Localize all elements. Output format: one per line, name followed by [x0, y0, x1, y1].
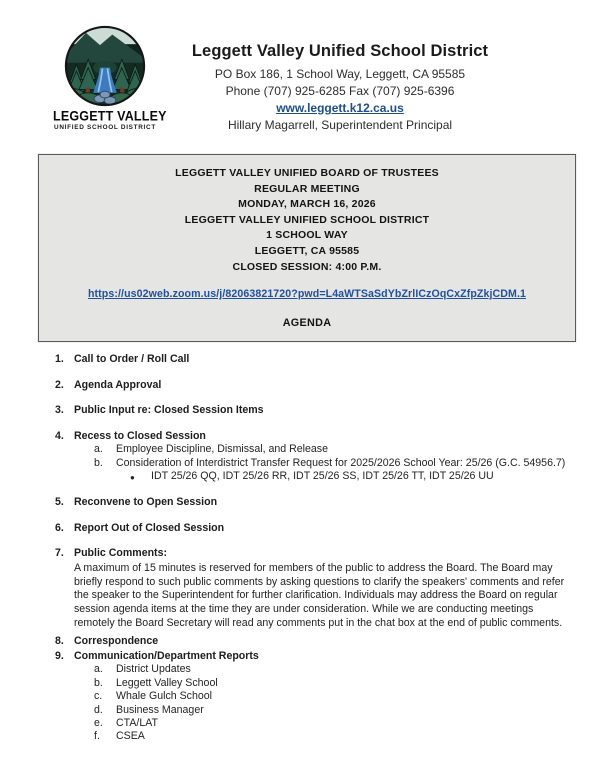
- agenda-sub-item: [94, 717, 576, 730]
- letterhead-text: [172, 42, 508, 134]
- agenda-item-title: Correspondence: [74, 635, 159, 648]
- agenda-item-body: [74, 522, 576, 536]
- agenda-sub-item-letter: a.: [94, 443, 103, 456]
- agenda-item-number: 5.: [55, 496, 64, 509]
- agenda-item: [55, 496, 576, 510]
- notice-line: 1 SCHOOL WAY: [266, 229, 348, 242]
- agenda-sub-item-text: CSEA: [116, 730, 145, 743]
- agenda-heading: AGENDA: [282, 317, 332, 330]
- agenda-sub-item: [94, 457, 576, 470]
- district-logo: [53, 24, 167, 131]
- agenda-sub-item-text: CTA/LAT: [116, 717, 158, 730]
- agenda-item-number: 2.: [55, 378, 64, 391]
- bullet-icon: ●: [130, 472, 135, 482]
- agenda-sub-item: [94, 663, 576, 676]
- notice-lines: [47, 166, 567, 275]
- agenda-sub-item-letter: f.: [94, 730, 100, 743]
- agenda-item-row: [55, 404, 576, 418]
- agenda-item-number: 1.: [55, 353, 64, 366]
- notice-line: LEGGETT VALLEY UNIFIED BOARD OF TRUSTEES: [175, 167, 439, 179]
- agenda-item: [55, 522, 576, 536]
- agenda-item-body: [74, 404, 576, 418]
- agenda-bullet-item: [130, 470, 576, 484]
- meeting-notice-box: [38, 154, 576, 342]
- agenda-item: [55, 379, 576, 393]
- agenda-sub-item: [94, 677, 576, 690]
- agenda-sub-item-letter: b.: [94, 676, 103, 689]
- agenda-item-title: Reconvene to Open Session: [74, 496, 218, 509]
- agenda-item-paragraph: A maximum of 15 minutes is reserved for members of the public to address the Board. The Board may briefly respond to such public comments by asking questions to clarify the speakers' comments and refer the speaker to the Superintendent for further clarification. Individuals may address the Board on regular session agenda items at the time they are under consideration. While we are conducting meetings remotely the Board Secretary will read any comments put in the chat box at the end of public comments.: [74, 561, 565, 629]
- agenda-item-number: 6.: [55, 521, 64, 534]
- district-logo-emblem: [63, 24, 147, 108]
- agenda-sub-item-letter: e.: [94, 717, 103, 730]
- agenda-sub-item-letter: c.: [94, 690, 103, 703]
- agenda-sub-item-text: District Updates: [116, 663, 191, 676]
- agenda-item: [55, 650, 576, 744]
- agenda-item-row: [55, 496, 576, 510]
- agenda-item: [55, 404, 576, 418]
- notice-line: CLOSED SESSION: 4:00 P.M.: [232, 260, 382, 273]
- district-address: PO Box 186, 1 School Way, Leggett, CA 95585: [214, 67, 466, 81]
- agenda-sub-item: [94, 730, 576, 743]
- district-website-link[interactable]: www.leggett.k12.ca.us: [276, 101, 404, 115]
- agenda-item-row: [55, 430, 576, 485]
- agenda-item-number: 4.: [55, 429, 64, 442]
- agenda-item-number: 7.: [55, 547, 64, 560]
- agenda-list: [55, 353, 576, 744]
- agenda-item-body: [74, 353, 576, 367]
- agenda-item-body: [74, 650, 576, 744]
- agenda-item-row: [55, 522, 576, 536]
- district-phone-fax: Phone (707) 925-6285 Fax (707) 925-6396: [225, 83, 455, 98]
- agenda-item-row: [55, 650, 576, 744]
- notice-line: LEGGETT, CA 95585: [254, 244, 360, 257]
- agenda-item-number: 8.: [55, 635, 64, 648]
- district-name-title: Leggett Valley Unified School District: [191, 42, 489, 60]
- agenda-item-title: Agenda Approval: [74, 378, 162, 391]
- logo-subtitle: UNIFIED SCHOOL DISTRICT: [54, 124, 156, 131]
- notice-line: REGULAR MEETING: [254, 182, 360, 195]
- agenda-item-row: [55, 547, 576, 630]
- agenda-sub-item: [94, 443, 576, 456]
- agenda-sub-item-letter: d.: [94, 703, 103, 716]
- agenda-item: [55, 547, 576, 630]
- agenda-item-body: [74, 547, 576, 630]
- notice-line: MONDAY, MARCH 16, 2026: [238, 198, 376, 211]
- agenda-item-row: [55, 635, 576, 649]
- logo-wordmark: LEGGETT VALLEY: [53, 108, 167, 124]
- agenda-sub-item: [94, 704, 576, 717]
- agenda-sub-item-text: Consideration of Interdistrict Transfer Request for 2025/2026 School Year: 25/26 (G.C. 54956.7): [116, 456, 566, 469]
- agenda-item-title: Call to Order / Roll Call: [74, 353, 190, 366]
- agenda-sub-item-text: Leggett Valley School: [116, 676, 218, 689]
- agenda-item-number: 3.: [55, 404, 64, 417]
- agenda-item-row: [55, 353, 576, 367]
- district-letterhead: [0, 0, 604, 146]
- notice-line: LEGGETT VALLEY UNIFIED SCHOOL DISTRICT: [184, 213, 430, 226]
- agenda-item: [55, 635, 576, 649]
- agenda-sub-item-text: Employee Discipline, Dismissal, and Release: [116, 443, 328, 456]
- agenda-sub-item: [94, 690, 576, 703]
- agenda-item-row: [55, 379, 576, 393]
- agenda-item-body: [74, 379, 576, 393]
- agenda-sub-item-text: Business Manager: [116, 703, 204, 716]
- agenda-item-body: [74, 430, 576, 485]
- agenda-item: [55, 430, 576, 485]
- agenda-item-title: Recess to Closed Session: [74, 429, 206, 442]
- agenda-item-title: Communication/Department Reports: [74, 649, 259, 662]
- agenda-item-title: Public Input re: Closed Session Items: [74, 404, 264, 417]
- agenda-bullet-text: IDT 25/26 QQ, IDT 25/26 RR, IDT 25/26 SS, IDT 25/26 TT, IDT 25/26 UU: [151, 469, 494, 482]
- agenda-item-title: Report Out of Closed Session: [74, 521, 225, 534]
- agenda-sub-item-letter: a.: [94, 663, 103, 676]
- agenda-item: [55, 353, 576, 367]
- agenda-item-number: 9.: [55, 649, 64, 662]
- agenda-item-body: [74, 496, 576, 510]
- agenda-sub-item-text: Whale Gulch School: [116, 690, 212, 703]
- agenda-item-body: [74, 635, 576, 649]
- agenda-sub-item-letter: b.: [94, 456, 103, 469]
- zoom-meeting-link[interactable]: https://us02web.zoom.us/j/82063821720?pwd=L4aWTSaSdYbZrlICzOqCxZfpZkjCDM.1: [87, 288, 526, 301]
- agenda-item-title: Public Comments:: [74, 547, 168, 560]
- superintendent-line: Hillary Magarrell, Superintendent Principal: [227, 118, 453, 132]
